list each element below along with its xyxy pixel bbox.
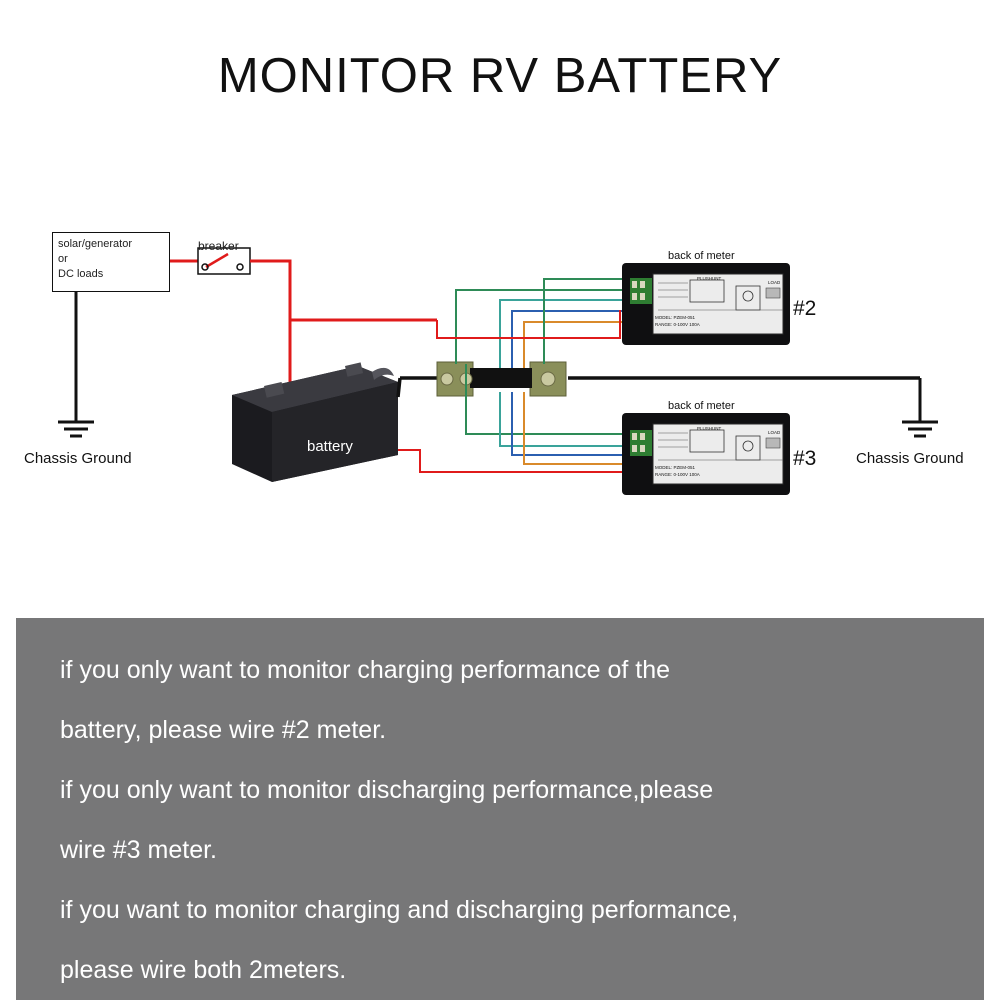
wiring-diagram bbox=[0, 150, 1000, 610]
meter3-range-label: RANGE: 0-100V 100A bbox=[655, 472, 700, 477]
battery-positive-label: + bbox=[259, 374, 268, 391]
caption-line-1: if you only want to monitor charging performance of the bbox=[60, 656, 671, 684]
wiring-svg bbox=[0, 150, 1000, 610]
breaker-label: breaker bbox=[198, 239, 239, 253]
meter3-back-label: back of meter bbox=[668, 400, 735, 412]
source-line-1: solar/generator bbox=[58, 238, 132, 250]
meter2-shunt-label: PLUSHUNT bbox=[697, 276, 722, 281]
meter3-model-label: MODEL: PZEM-051 bbox=[655, 465, 696, 470]
source-line-3: DC loads bbox=[58, 268, 104, 280]
meter2-model-label: MODEL: PZEM-051 bbox=[655, 315, 696, 320]
battery-label: battery bbox=[307, 438, 353, 455]
source-box-label bbox=[58, 237, 168, 282]
caption-line-3: if you only want to monitor discharging performance,please bbox=[60, 776, 714, 804]
page-title: MONITOR RV BATTERY bbox=[217, 49, 783, 103]
source-line-2: or bbox=[58, 253, 68, 265]
caption-block bbox=[16, 618, 984, 1000]
caption-line-6: please wire both 2meters. bbox=[60, 956, 347, 984]
meter2-back-label: back of meter bbox=[668, 250, 735, 262]
meter3-shunt-label: PLUSHUNT bbox=[697, 426, 722, 431]
meter2-load-label: LOAD bbox=[768, 280, 781, 285]
caption-line-2: battery, please wire #2 meter. bbox=[60, 716, 387, 744]
caption-line-5: if you want to monitor charging and discharging performance, bbox=[60, 896, 739, 924]
chassis-ground-right-label: Chassis Ground bbox=[856, 450, 964, 467]
meter3-load-label: LOAD bbox=[768, 430, 781, 435]
meter3-number-label: #3 bbox=[793, 447, 817, 470]
meter2-number-label: #2 bbox=[793, 297, 817, 320]
battery-negative-label: - bbox=[348, 353, 353, 370]
chassis-ground-left-label: Chassis Ground bbox=[24, 450, 132, 467]
meter2-range-label: RANGE: 0-100V 100A bbox=[655, 322, 700, 327]
caption-line-4: wire #3 meter. bbox=[60, 836, 218, 864]
